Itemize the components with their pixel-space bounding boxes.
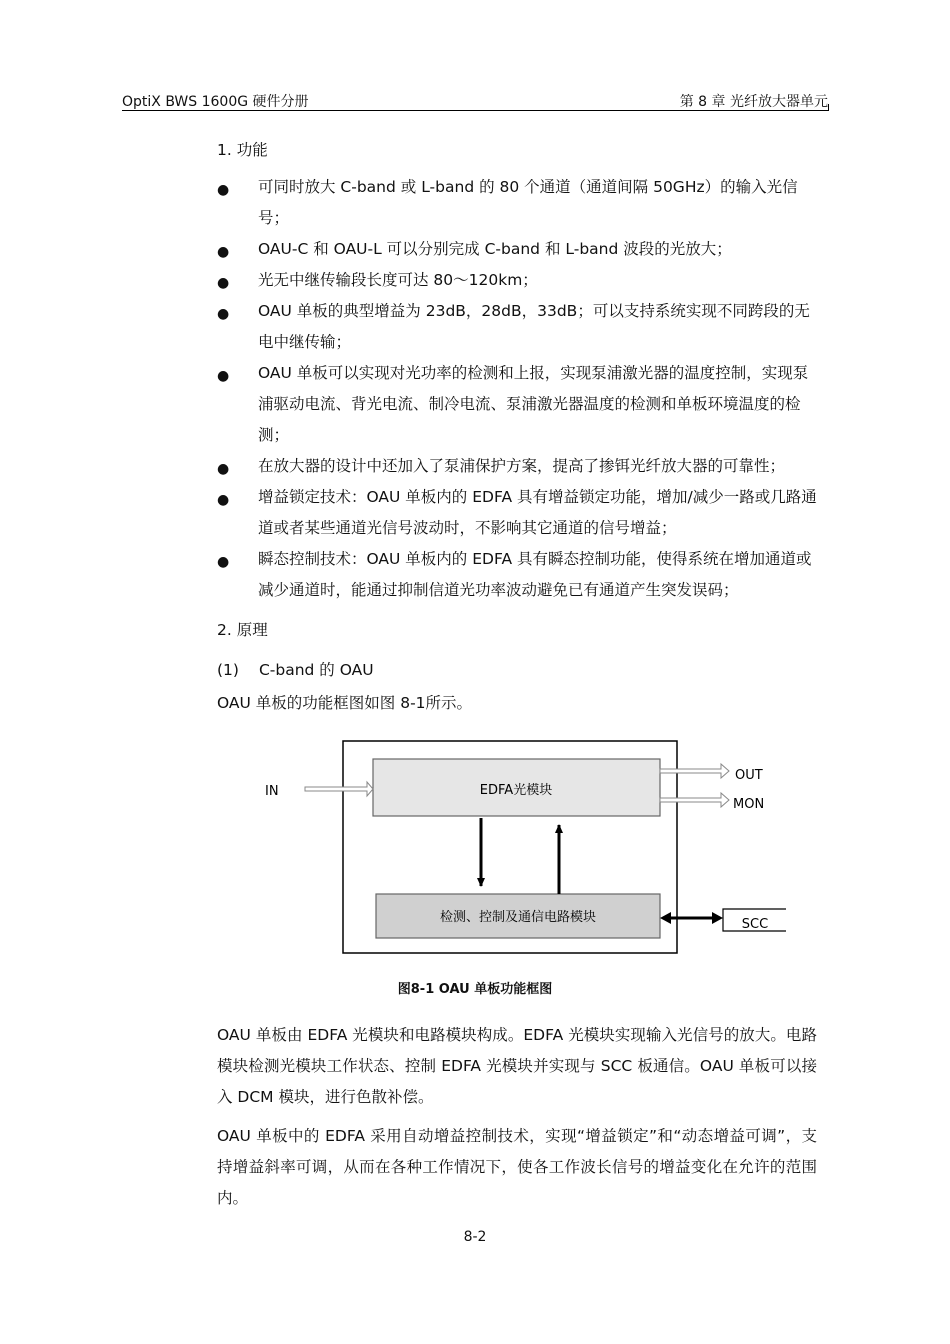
bullet-text: 可同时放大 C-band 或 L-band 的 80 个通道（通道间隔 50GHz）的输入光信号； [258,178,798,227]
bullet-text: OAU 单板的典型增益为 23dB，28dB，33dB；可以支持系统实现不同跨段的无电中继传输； [258,302,810,351]
bullet-text: OAU 单板可以实现对光功率的检测和上报，实现泵浦激光器的温度控制，实现泵浦驱动电流、背光电流、制冷电流、泵浦激光器温度的检测和单板环境温度的检测； [258,364,809,444]
bullet-item [217,234,817,265]
body-paragraphs [217,1020,817,1214]
bullet-item [217,358,817,451]
subsection-heading [217,658,817,682]
scc-label: SCC [741,917,769,932]
header-document-title: OptiX BWS 1600G 硬件分册 [122,94,309,110]
subsection-number: (1) [217,661,239,679]
header-chapter-title: 第 8 章 光纤放大器单元 [679,94,828,110]
control-circuit-label: 检测、控制及通信电路模块 [439,910,597,925]
subsection-title: C-band 的 OAU [258,661,374,679]
paragraph-oau-composition: OAU 单板由 EDFA 光模块和电路模块构成。EDFA 光模块实现输入光信号的放大。电路模块检测光模块工作状态、控制 EDFA 光模块并实现与 SCC 板通信。OAU 单板可以接入 DCM 模块，进行色散补偿。 [217,1026,817,1106]
paragraph-agc-technique: OAU 单板中的 EDFA 采用自动增益控制技术，实现“增益锁定”和“动态增益可调”，支持增益斜率可调，从而在各种工作情况下，使各工作波长信号的增益变化在允许的范围内。 [217,1127,817,1207]
bullet-dot-icon: ● [217,368,230,384]
out-label: OUT [735,768,763,783]
scc-right-arrowhead-icon [712,912,723,924]
bullet-item [217,265,817,296]
oau-block-diagram [255,738,795,958]
bullet-text: 瞬态控制技术：OAU 单板内的 EDFA 具有瞬态控制功能，使得系统在增加通道或减少通道时，能通过抑制信道光功率波动避免已有通道产生突发误码； [258,550,812,599]
bullet-text: 在放大器的设计中还加入了泵浦保护方案，提高了掺铒光纤放大器的可靠性； [258,457,786,475]
bullet-item [217,172,817,234]
bullet-dot-icon: ● [217,306,230,322]
page-number: 8-2 [463,1229,487,1245]
figure-caption: 图8-1 OAU 单板功能框图 [397,982,553,997]
bullet-dot-icon: ● [217,182,230,198]
bullet-dot-icon: ● [217,461,230,477]
edfa-module-label: EDFA光模块 [479,783,553,798]
bullet-item [217,296,817,358]
mon-label: MON [733,797,765,812]
in-label: IN [265,784,279,799]
diagram-intro: OAU 单板的功能框图如图 8-1所示。 [217,694,473,712]
main-content [217,138,817,719]
bullet-text: OAU-C 和 OAU-L 可以分别完成 C-band 和 L-band 波段的光放大； [258,240,732,258]
function-bullet-list [217,172,817,606]
section-heading-function: 1. 功能 [217,141,268,159]
header-rule-tick [828,104,829,111]
bullet-item [217,544,817,606]
bullet-dot-icon: ● [217,275,230,291]
bullet-text: 光无中继传输段长度可达 80～120km； [258,271,538,289]
section-heading-principle: 2. 原理 [217,621,268,639]
header-rule [122,110,829,111]
bullet-item [217,482,817,544]
bullet-dot-icon: ● [217,244,230,260]
bullet-dot-icon: ● [217,492,230,508]
bullet-dot-icon: ● [217,554,230,570]
bullet-text: 增益锁定技术：OAU 单板内的 EDFA 具有增益锁定功能，增加/减少一路或几路通道或者某些通道光信号波动时，不影响其它通道的信号增益； [258,488,817,537]
bullet-item [217,451,817,482]
